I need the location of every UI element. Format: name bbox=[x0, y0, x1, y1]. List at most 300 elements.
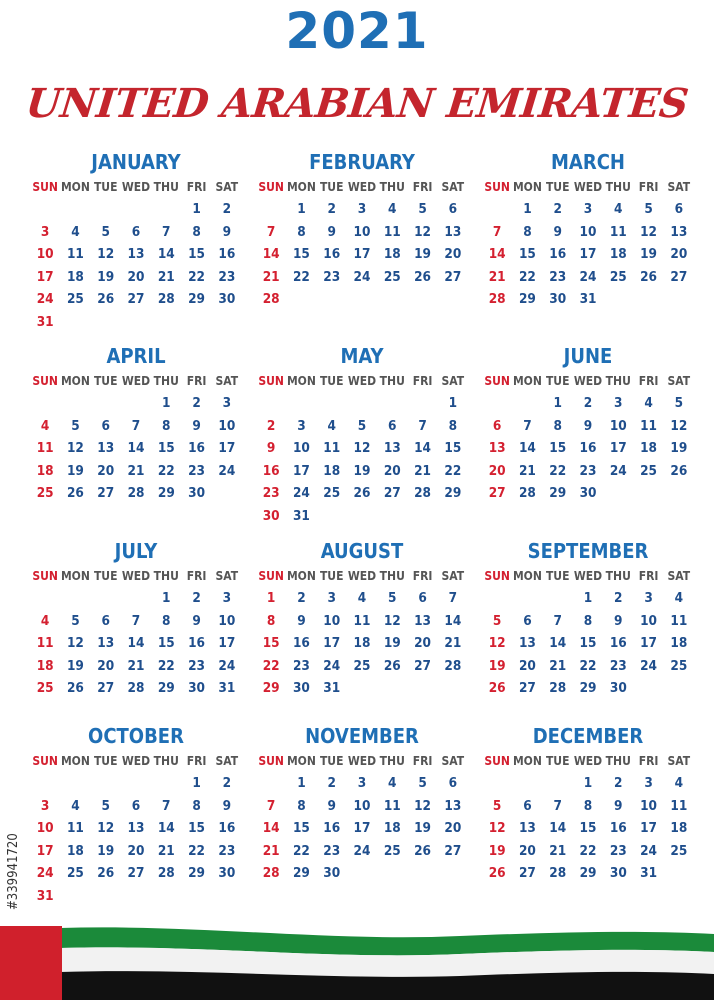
day-cell: 19 bbox=[414, 246, 431, 262]
month-august bbox=[256, 537, 468, 700]
day-cell: 5 bbox=[388, 590, 397, 606]
day-cell: 17 bbox=[353, 246, 371, 262]
day-cell: 19 bbox=[640, 246, 657, 262]
empty-cell bbox=[482, 198, 512, 221]
week-row bbox=[30, 862, 242, 885]
day-cell: 29 bbox=[549, 485, 567, 501]
day-cell: 21 bbox=[549, 842, 567, 859]
empty-cell bbox=[60, 198, 90, 221]
weekday-label: FRI bbox=[638, 569, 659, 583]
day-cell: 30 bbox=[188, 680, 205, 696]
day-cell: 25 bbox=[383, 268, 401, 285]
day-cell: 10 bbox=[36, 246, 54, 262]
weekday-label: WED bbox=[347, 374, 377, 388]
week-row bbox=[30, 655, 242, 678]
weekday-header bbox=[30, 565, 242, 587]
day-cell: 14 bbox=[549, 635, 567, 651]
weekday-label: FRI bbox=[638, 180, 659, 194]
weekday-label: MON bbox=[60, 569, 90, 583]
week-row bbox=[30, 587, 242, 610]
empty-cell bbox=[407, 392, 437, 415]
week-row bbox=[256, 817, 468, 840]
day-cell: 9 bbox=[192, 417, 201, 434]
month-february bbox=[256, 148, 468, 311]
empty-cell bbox=[30, 392, 60, 415]
day-cell: 14 bbox=[488, 246, 506, 262]
day-cell: 14 bbox=[549, 820, 567, 836]
week-row bbox=[482, 482, 694, 505]
day-cell: 2 bbox=[327, 775, 336, 791]
day-cell: 30 bbox=[609, 680, 627, 696]
day-cell: 24 bbox=[579, 268, 597, 285]
empty-cell bbox=[91, 772, 121, 795]
weekday-label: SAT bbox=[441, 754, 465, 768]
day-cell: 12 bbox=[383, 612, 401, 629]
day-cell: 21 bbox=[262, 268, 280, 285]
week-row bbox=[256, 415, 468, 438]
day-cell: 11 bbox=[323, 440, 341, 456]
day-cell: 7 bbox=[418, 417, 427, 434]
flag-red-band bbox=[0, 926, 62, 1000]
weekday-label: FRI bbox=[412, 374, 433, 388]
day-cell: 17 bbox=[323, 635, 341, 651]
day-cell: 15 bbox=[157, 635, 175, 651]
weekday-label: TUE bbox=[93, 180, 118, 194]
day-cell: 27 bbox=[97, 680, 115, 696]
day-cell: 10 bbox=[323, 612, 341, 629]
week-row bbox=[482, 862, 694, 885]
weekday-label: WED bbox=[573, 180, 603, 194]
weekday-label: FRI bbox=[412, 569, 433, 583]
empty-cell bbox=[60, 587, 90, 610]
day-cell: 1 bbox=[162, 395, 171, 411]
empty-cell bbox=[512, 772, 542, 795]
day-cell: 22 bbox=[292, 842, 310, 859]
weekday-label: SAT bbox=[215, 754, 239, 768]
weekday-label: SUN bbox=[258, 180, 284, 194]
day-cell: 1 bbox=[162, 590, 171, 606]
day-cell: 13 bbox=[127, 246, 145, 262]
day-cell: 23 bbox=[218, 268, 236, 285]
weekday-label: FRI bbox=[412, 180, 433, 194]
day-cell: 8 bbox=[162, 417, 171, 434]
month-name: AUGUST bbox=[320, 539, 404, 563]
day-cell: 22 bbox=[579, 657, 597, 674]
day-cell: 28 bbox=[157, 291, 175, 307]
week-row bbox=[256, 392, 468, 415]
day-cell: 20 bbox=[97, 462, 115, 479]
day-cell: 7 bbox=[553, 612, 562, 629]
week-row bbox=[256, 677, 468, 700]
day-cell: 12 bbox=[414, 797, 431, 814]
day-cell: 31 bbox=[36, 887, 54, 904]
day-cell: 2 bbox=[266, 417, 276, 434]
day-cell: 29 bbox=[157, 485, 175, 501]
day-cell: 3 bbox=[222, 590, 232, 606]
day-cell: 15 bbox=[157, 440, 175, 456]
day-cell: 26 bbox=[97, 865, 115, 881]
day-cell: 3 bbox=[644, 775, 653, 791]
day-cell: 23 bbox=[262, 485, 280, 501]
day-cell: 22 bbox=[188, 842, 205, 859]
day-cell: 28 bbox=[549, 680, 567, 696]
day-cell: 25 bbox=[66, 865, 84, 881]
week-row bbox=[256, 288, 468, 311]
day-cell: 7 bbox=[162, 223, 171, 240]
month-name: JULY bbox=[114, 539, 158, 563]
weekday-label: FRI bbox=[638, 374, 659, 388]
weekday-label: MON bbox=[512, 754, 542, 768]
day-cell: 31 bbox=[579, 291, 597, 307]
day-cell: 5 bbox=[492, 612, 502, 629]
weekday-label: THU bbox=[605, 754, 631, 768]
day-cell: 4 bbox=[674, 775, 684, 791]
day-cell: 20 bbox=[444, 246, 462, 262]
day-cell: 28 bbox=[127, 680, 145, 696]
week-row bbox=[30, 311, 242, 334]
day-cell: 12 bbox=[488, 820, 506, 836]
day-cell: 9 bbox=[192, 612, 201, 629]
day-cell: 7 bbox=[131, 417, 141, 434]
empty-cell bbox=[347, 392, 377, 415]
day-cell: 7 bbox=[131, 612, 141, 629]
week-row bbox=[256, 632, 468, 655]
day-cell: 6 bbox=[492, 417, 502, 434]
day-cell: 29 bbox=[188, 865, 205, 881]
day-cell: 4 bbox=[388, 201, 397, 217]
day-cell: 8 bbox=[448, 417, 458, 434]
weekday-label: SAT bbox=[667, 569, 691, 583]
day-cell: 13 bbox=[518, 820, 536, 836]
day-cell: 23 bbox=[609, 842, 627, 859]
day-cell: 11 bbox=[609, 223, 627, 240]
weekday-label: FRI bbox=[638, 754, 659, 768]
day-cell: 12 bbox=[97, 820, 115, 836]
day-cell: 4 bbox=[71, 797, 80, 814]
month-march bbox=[482, 148, 694, 311]
day-cell: 18 bbox=[36, 462, 54, 479]
weekday-label: SUN bbox=[484, 569, 510, 583]
day-cell: 31 bbox=[218, 680, 236, 696]
day-cell: 23 bbox=[579, 462, 597, 479]
day-cell: 26 bbox=[353, 485, 371, 501]
empty-cell bbox=[256, 772, 286, 795]
weekday-label: MON bbox=[286, 374, 316, 388]
day-cell: 19 bbox=[488, 842, 506, 859]
empty-cell bbox=[91, 392, 121, 415]
weekday-label: FRI bbox=[186, 374, 207, 388]
empty-cell bbox=[30, 198, 60, 221]
weekday-label: WED bbox=[573, 374, 603, 388]
day-cell: 21 bbox=[488, 268, 506, 285]
weekday-header bbox=[30, 176, 242, 198]
empty-cell bbox=[482, 392, 512, 415]
day-cell: 3 bbox=[357, 201, 367, 217]
day-cell: 10 bbox=[292, 440, 310, 456]
day-cell: 7 bbox=[448, 590, 458, 606]
day-cell: 16 bbox=[323, 820, 341, 836]
week-row bbox=[482, 772, 694, 795]
day-cell: 29 bbox=[188, 291, 205, 307]
weekday-header bbox=[30, 750, 242, 772]
day-cell: 30 bbox=[579, 485, 597, 501]
day-cell: 28 bbox=[414, 485, 431, 501]
day-cell: 4 bbox=[388, 775, 397, 791]
day-cell: 14 bbox=[157, 246, 175, 262]
week-row bbox=[30, 437, 242, 460]
day-cell: 2 bbox=[614, 590, 623, 606]
day-cell: 12 bbox=[353, 440, 371, 456]
weekday-label: SAT bbox=[441, 180, 465, 194]
day-cell: 20 bbox=[518, 842, 536, 859]
weekday-label: SAT bbox=[215, 180, 239, 194]
day-cell: 16 bbox=[549, 246, 567, 262]
day-cell: 17 bbox=[609, 440, 627, 456]
day-cell: 9 bbox=[583, 417, 593, 434]
day-cell: 17 bbox=[640, 635, 657, 651]
weekday-label: FRI bbox=[186, 180, 207, 194]
day-cell: 17 bbox=[218, 635, 236, 651]
day-cell: 6 bbox=[448, 775, 458, 791]
week-row bbox=[256, 655, 468, 678]
day-cell: 8 bbox=[553, 417, 562, 434]
stock-watermark-id: #339941720 bbox=[6, 833, 21, 910]
day-cell: 26 bbox=[414, 268, 431, 285]
day-cell: 3 bbox=[40, 797, 50, 814]
day-cell: 30 bbox=[323, 865, 341, 881]
day-cell: 21 bbox=[127, 462, 145, 479]
day-cell: 17 bbox=[218, 440, 236, 456]
day-cell: 11 bbox=[36, 635, 54, 651]
weekday-label: THU bbox=[379, 180, 405, 194]
day-cell: 2 bbox=[192, 590, 201, 606]
weekday-label: MON bbox=[512, 180, 542, 194]
week-row bbox=[256, 840, 468, 863]
day-cell: 25 bbox=[640, 462, 657, 479]
day-cell: 30 bbox=[292, 680, 310, 696]
day-cell: 16 bbox=[579, 440, 597, 456]
weekday-header bbox=[256, 370, 468, 392]
week-row bbox=[30, 221, 242, 244]
empty-cell bbox=[121, 587, 151, 610]
day-cell: 11 bbox=[670, 797, 688, 814]
weekday-label: TUE bbox=[319, 374, 344, 388]
day-cell: 16 bbox=[292, 635, 310, 651]
day-cell: 23 bbox=[188, 462, 205, 479]
weekday-label: TUE bbox=[319, 569, 344, 583]
day-cell: 19 bbox=[97, 842, 115, 859]
weekday-label: SAT bbox=[667, 180, 691, 194]
month-name: MAY bbox=[340, 344, 384, 368]
day-cell: 7 bbox=[162, 797, 171, 814]
day-cell: 9 bbox=[327, 797, 336, 814]
day-cell: 29 bbox=[444, 485, 462, 501]
day-cell: 22 bbox=[188, 268, 205, 285]
day-cell: 19 bbox=[383, 635, 401, 651]
day-cell: 8 bbox=[297, 797, 306, 814]
day-cell: 28 bbox=[444, 657, 462, 674]
day-cell: 22 bbox=[518, 268, 536, 285]
day-cell: 18 bbox=[640, 440, 657, 456]
day-cell: 23 bbox=[549, 268, 567, 285]
day-cell: 11 bbox=[36, 440, 54, 456]
day-cell: 7 bbox=[266, 797, 276, 814]
day-cell: 9 bbox=[553, 223, 562, 240]
day-cell: 15 bbox=[579, 635, 597, 651]
day-cell: 21 bbox=[414, 462, 431, 479]
day-cell: 30 bbox=[218, 865, 236, 881]
day-cell: 18 bbox=[383, 820, 401, 836]
weekday-label: TUE bbox=[545, 374, 570, 388]
day-cell: 24 bbox=[218, 657, 236, 674]
day-cell: 2 bbox=[614, 775, 623, 791]
day-cell: 13 bbox=[383, 440, 401, 456]
day-cell: 27 bbox=[127, 865, 145, 881]
day-cell: 3 bbox=[583, 201, 593, 217]
day-cell: 31 bbox=[36, 313, 54, 330]
day-cell: 2 bbox=[297, 590, 306, 606]
day-cell: 1 bbox=[553, 395, 562, 411]
day-cell: 15 bbox=[262, 635, 280, 651]
day-cell: 24 bbox=[218, 462, 236, 479]
day-cell: 11 bbox=[383, 223, 401, 240]
day-cell: 26 bbox=[66, 680, 84, 696]
weekday-label: MON bbox=[286, 754, 316, 768]
day-cell: 20 bbox=[670, 246, 688, 262]
day-cell: 15 bbox=[188, 246, 205, 262]
weekday-header bbox=[482, 176, 694, 198]
day-cell: 9 bbox=[222, 797, 232, 814]
day-cell: 27 bbox=[444, 268, 462, 285]
weekday-label: THU bbox=[379, 374, 405, 388]
day-cell: 24 bbox=[640, 842, 657, 859]
week-row bbox=[256, 482, 468, 505]
day-cell: 13 bbox=[414, 612, 431, 629]
day-cell: 18 bbox=[66, 842, 84, 859]
day-cell: 10 bbox=[640, 797, 657, 814]
month-november bbox=[256, 722, 468, 885]
day-cell: 23 bbox=[292, 657, 310, 674]
week-row bbox=[482, 632, 694, 655]
week-row bbox=[30, 885, 242, 908]
day-cell: 27 bbox=[444, 842, 462, 859]
empty-cell bbox=[30, 772, 60, 795]
weekday-label: TUE bbox=[545, 754, 570, 768]
day-cell: 17 bbox=[640, 820, 657, 836]
day-cell: 15 bbox=[549, 440, 567, 456]
day-cell: 24 bbox=[36, 291, 54, 307]
month-name: FEBRUARY bbox=[309, 150, 415, 174]
day-cell: 16 bbox=[609, 820, 627, 836]
day-cell: 26 bbox=[383, 657, 401, 674]
month-name: NOVEMBER bbox=[305, 724, 419, 748]
day-cell: 5 bbox=[101, 797, 110, 814]
day-cell: 6 bbox=[523, 797, 532, 814]
country-title: UNITED ARABIAN EMIRATES bbox=[23, 80, 691, 127]
day-cell: 29 bbox=[292, 865, 310, 881]
weekday-label: MON bbox=[286, 569, 316, 583]
day-cell: 1 bbox=[583, 775, 593, 791]
day-cell: 14 bbox=[127, 635, 145, 651]
day-cell: 27 bbox=[488, 485, 506, 501]
day-cell: 30 bbox=[188, 485, 206, 501]
weekday-label: SAT bbox=[441, 569, 465, 583]
weekday-label: TUE bbox=[93, 754, 118, 768]
month-name: DECEMBER bbox=[532, 724, 644, 748]
day-cell: 4 bbox=[357, 590, 367, 606]
day-cell: 20 bbox=[518, 657, 536, 674]
day-cell: 17 bbox=[292, 462, 310, 479]
day-cell: 21 bbox=[262, 842, 280, 859]
day-cell: 16 bbox=[609, 635, 627, 651]
week-row bbox=[482, 817, 694, 840]
week-row bbox=[256, 198, 468, 221]
week-row bbox=[256, 610, 468, 633]
week-row bbox=[256, 460, 468, 483]
day-cell: 17 bbox=[579, 246, 597, 262]
weekday-label: SUN bbox=[484, 754, 510, 768]
empty-cell bbox=[482, 772, 512, 795]
week-row bbox=[482, 266, 694, 289]
month-name: APRIL bbox=[106, 344, 166, 368]
day-cell: 28 bbox=[127, 485, 145, 501]
week-row bbox=[30, 840, 242, 863]
day-cell: 23 bbox=[323, 842, 341, 859]
day-cell: 20 bbox=[97, 657, 115, 674]
day-cell: 21 bbox=[157, 268, 175, 285]
day-cell: 6 bbox=[131, 223, 141, 240]
day-cell: 10 bbox=[579, 223, 597, 240]
week-row bbox=[482, 610, 694, 633]
day-cell: 1 bbox=[297, 775, 306, 791]
day-cell: 6 bbox=[131, 797, 141, 814]
week-row bbox=[30, 392, 242, 415]
day-cell: 12 bbox=[640, 223, 657, 240]
day-cell: 14 bbox=[262, 246, 280, 262]
day-cell: 16 bbox=[218, 246, 236, 262]
weekday-label: SUN bbox=[484, 180, 510, 194]
day-cell: 14 bbox=[127, 440, 145, 456]
day-cell: 12 bbox=[488, 635, 506, 651]
empty-cell bbox=[377, 392, 407, 415]
day-cell: 31 bbox=[292, 507, 310, 524]
day-cell: 4 bbox=[40, 417, 50, 434]
day-cell: 30 bbox=[609, 865, 627, 881]
weekday-label: TUE bbox=[545, 569, 570, 583]
week-row bbox=[256, 795, 468, 818]
day-cell: 21 bbox=[444, 635, 462, 651]
day-cell: 10 bbox=[353, 223, 371, 240]
weekday-label: FRI bbox=[186, 569, 207, 583]
day-cell: 1 bbox=[583, 590, 593, 606]
day-cell: 17 bbox=[353, 820, 371, 836]
day-cell: 8 bbox=[192, 797, 201, 814]
day-cell: 4 bbox=[614, 201, 623, 217]
day-cell: 20 bbox=[444, 820, 462, 836]
week-row bbox=[482, 677, 694, 700]
weekday-header bbox=[30, 370, 242, 392]
day-cell: 5 bbox=[418, 201, 427, 217]
day-cell: 29 bbox=[157, 680, 175, 696]
weekday-label: FRI bbox=[412, 754, 433, 768]
week-row bbox=[482, 840, 694, 863]
day-cell: 15 bbox=[518, 246, 536, 262]
day-cell: 3 bbox=[357, 775, 367, 791]
day-cell: 27 bbox=[414, 657, 431, 674]
day-cell: 18 bbox=[353, 635, 371, 651]
day-cell: 26 bbox=[414, 842, 431, 859]
month-may bbox=[256, 342, 468, 527]
